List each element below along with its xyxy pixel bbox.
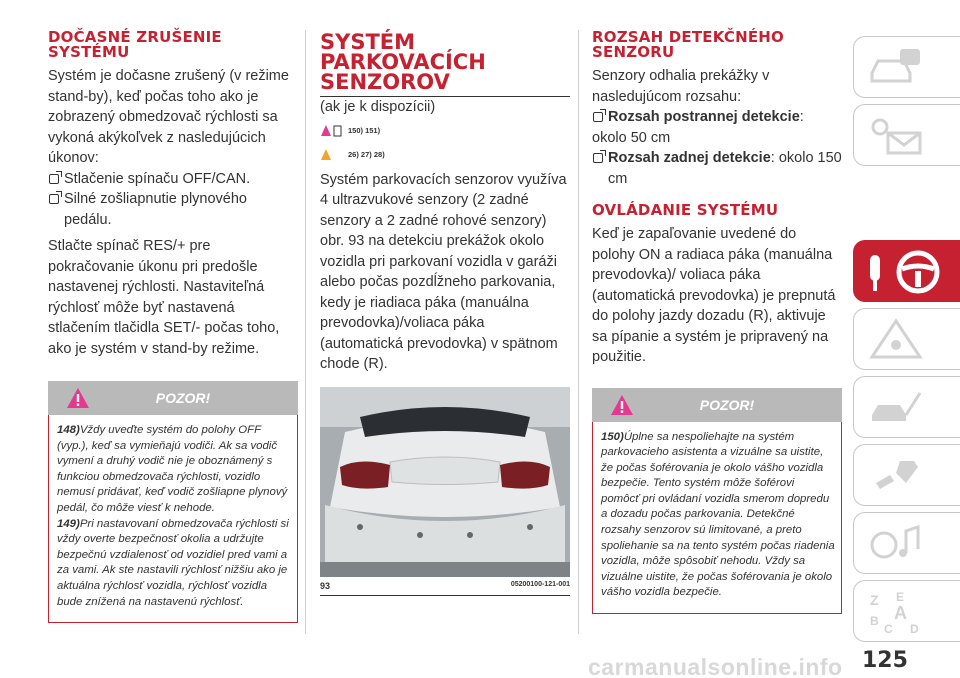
index-letters-icon (866, 589, 936, 637)
svg-text:Z: Z (870, 592, 879, 608)
multimedia-icon (866, 521, 926, 565)
heading-temporary-cancel: DOČASNÉ ZRUŠENIE SYSTÉMU (48, 28, 222, 61)
caution-ref-icon (320, 148, 342, 162)
svg-text:D: D (910, 622, 919, 636)
column-middle (320, 30, 570, 596)
page-number: 125 (862, 648, 908, 673)
figure-number: 93 (320, 580, 331, 591)
warning-text: Úplne sa nespoliehajte na systém parkovacieho asistenta a vizuálne sa uistite, že počas šoférovania je okolo vášho vozidla bezpečie. Tento systém môže šoférovi pomôcť pri ovládaní vozidla smerom dopredu a dozadu počas parkovania. Detekčné rozsahy senzorov sú limitované, a preto spoliehanie sa na tento systém počas riadenia vozidla, môže spôsobiť nehodu. Vždy sa vizuálne uistite, že počas šoférovania je okolo vášho vozidla bezpečie. (601, 430, 835, 599)
warning-ref-icon (320, 124, 342, 138)
tab-maintenance[interactable] (853, 444, 960, 506)
warning-title: POZOR! (699, 396, 755, 413)
heading-detection-range: ROZSAH DETEKČNÉHO SENZORU (592, 28, 785, 61)
triangle-safety-icon (866, 317, 926, 361)
heading-parking-sensors: SYSTÉM PARKOVACÍCH SENZOROV (320, 30, 486, 94)
warning-header (48, 381, 298, 415)
tab-index[interactable] (853, 580, 960, 642)
column-left (48, 30, 298, 623)
list-item: Stlačenie spínaču OFF/CAN. (48, 169, 298, 190)
column-divider-2 (578, 30, 579, 634)
range-intro: Senzory odhalia prekážky v nasledujúcom rozsahu: (592, 68, 770, 105)
car-rear-figure (320, 387, 570, 577)
tab-warning-lights[interactable] (853, 104, 960, 166)
list-item: Rozsah postrannej detekcie : (592, 107, 842, 128)
figure-code: 05200100-121-001 (510, 580, 570, 588)
tab-multimedia[interactable] (853, 512, 960, 574)
warning-header (592, 388, 842, 422)
tab-car-info[interactable] (853, 36, 960, 98)
tab-safety[interactable] (853, 308, 960, 370)
svg-text:E: E (896, 590, 905, 604)
watermark: carmanualsonline.info (588, 654, 843, 678)
svg-text:C: C (884, 622, 893, 636)
side-range-value: okolo 50 cm (592, 129, 671, 146)
warning-item: 148)Vždy uveďte systém do polohy OFF (vyp.), keď sa vymieňajú vodiči. Ak sa vodič vymení a druhý vodič nie je oboznámený s funkciou obmedzovača rýchlosti, vozidlo nemusí pridávať, keď vodič zošliapne plynový pedál, čo môže viesť k nehode. (57, 424, 288, 514)
figure-caption (320, 577, 570, 593)
system-paragraph: Systém parkovacích senzorov využíva 4 ultrazvukové senzory (2 zadné senzory a 2 zadné rohové senzory) obr. 93 na detekciu prekážok okolo vozidla pri parkovaní vozidla v garáži alebo počas pozdĺžneho parkovania, kedy je riadiaca páka (manuálna prevodovka)/voliaca páka (automatická prevodovka) v spätnom chode (R). (320, 171, 567, 372)
warning-box (48, 415, 298, 623)
bullet-icon (49, 174, 59, 184)
key-steering-icon (866, 249, 946, 295)
car-info-icon (866, 45, 926, 89)
bullet-icon (49, 194, 59, 204)
svg-text:A: A (894, 603, 907, 623)
intro-paragraph: Systém je dočasne zrušený (v režime stand-by), keď počas toho ako je zobrazený obmedzovač rýchlosti sa vykoná akýkoľvek z nasledujúcich úkonov: (48, 68, 289, 166)
warning-item: 149)Pri nastavovaní obmedzovača rýchlosti si vždy overte bezpečnosť okolia a udržujte bezpečnú vzdialenosť od vozidiel pred vami a za vami. Ak ste nastavili rýchlosť nižšiu ako je aktuálna rýchlosť vozidla, rýchlosť vozidla bude znížená na nastavenú rýchlosť. (57, 517, 289, 608)
car-rear-image (320, 387, 570, 577)
warning-number: 150) (601, 430, 624, 443)
figure-rule (320, 595, 570, 596)
warning-reference: 150) 151) (320, 124, 570, 138)
tow-car-icon (866, 385, 926, 429)
column-right (592, 30, 842, 614)
operation-paragraph: Keď je zapaľovanie uvedené do polohy ON a radiaca páka (manuálna prevodovka)/ voliaca páka (automatická prevodovka) je prepnutá do polohy jazdy dozadu (R), aktivuje sa pípanie a systém je pripravený na použitie. (592, 226, 836, 365)
list-item: Rozsah zadnej detekcie: okolo 150 cm (592, 148, 842, 189)
tab-starting-driving[interactable] (853, 240, 960, 302)
warning-title: POZOR! (155, 390, 211, 406)
bullet-icon (593, 112, 603, 122)
bullet-icon (593, 153, 603, 163)
list-item: Silné zošliapnutie plynového pedálu. (48, 189, 298, 230)
wrench-service-icon (866, 453, 926, 497)
resume-paragraph: Stlačte spínač RES/+ pre pokračovanie úkonu pri predošle nastavenej rýchlosti. Nastaviteľná rýchlosť môže byť nastavená stlačením tlačidla SET/- počas toho, ako je systém v stand-by režime. (48, 238, 280, 357)
warning-box (592, 422, 842, 615)
heading-system-operation: OVLÁDANIE SYSTÉMU (592, 201, 779, 219)
caution-reference: 26) 27) 28) (320, 148, 570, 162)
svg-text:B: B (870, 614, 879, 628)
availability-note: (ak je k dispozícii) (320, 99, 436, 115)
warning-lights-icon (866, 113, 926, 157)
tab-emergency[interactable] (853, 376, 960, 438)
column-divider-1 (305, 30, 306, 634)
